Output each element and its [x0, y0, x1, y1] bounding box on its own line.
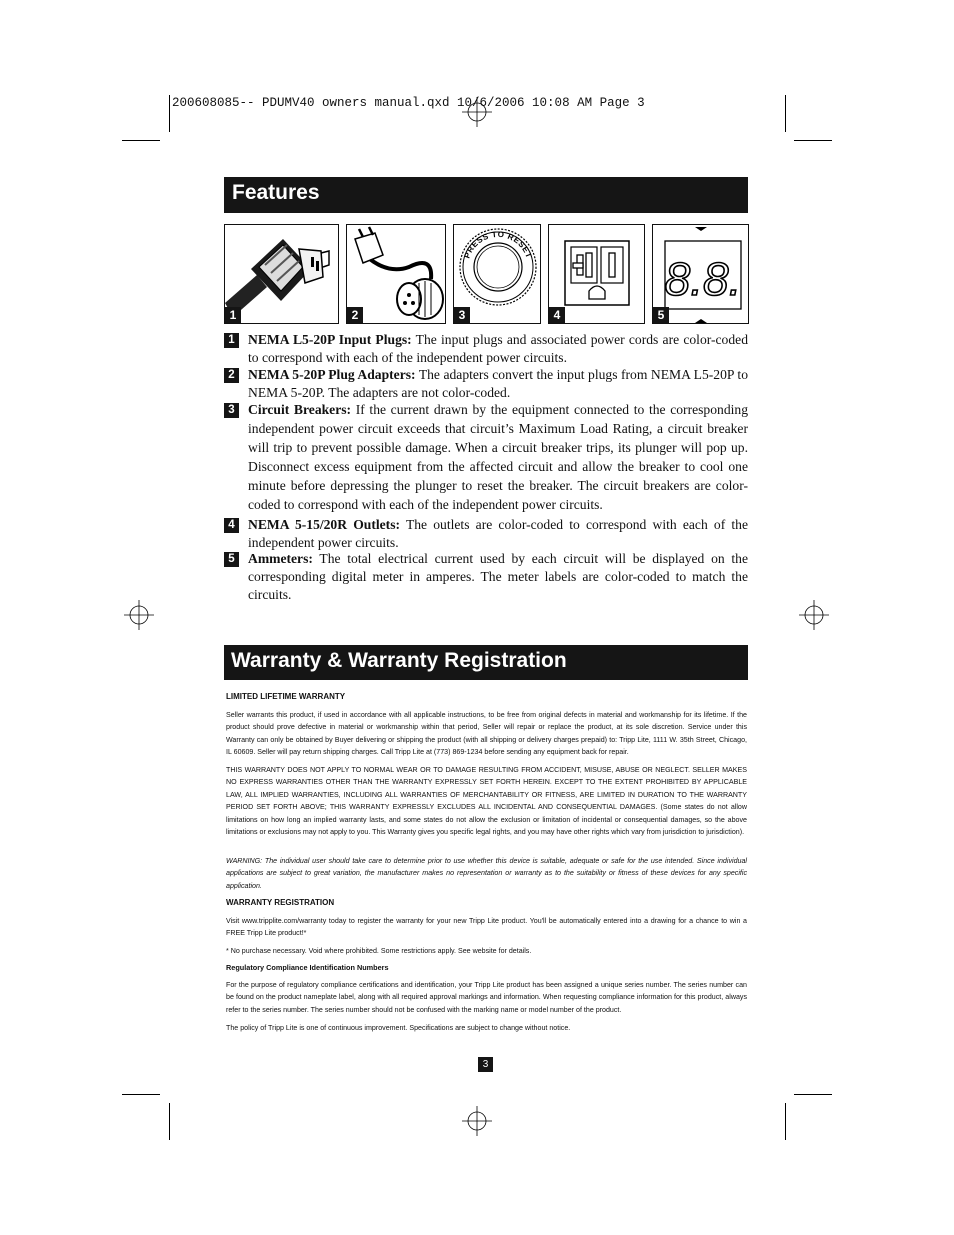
features-heading: Features: [224, 177, 748, 213]
crop-mark: [794, 1094, 832, 1095]
thumb-outlet: [548, 224, 645, 324]
feature-number: 3: [224, 403, 239, 418]
feature-item-plug-adapters: [224, 366, 748, 402]
warning-paragraph: WARNING: The individual user should take care to determine prior to use whether this device is suitable, adequate or safe for the use intended. Since individual applications are subject to great variation, the manufacturer makes no representation or warranty as to the suitability or fitness of these devices for any specific application.: [226, 857, 747, 890]
thumb-ammeter: [652, 224, 749, 324]
thumb-number: 4: [549, 307, 565, 323]
thumb-number: 5: [653, 307, 669, 323]
file-slug: 200608085-- PDUMV40 owners manual.qxd 10/6/2006 10:08 AM Page 3: [172, 96, 645, 110]
crop-mark: [794, 140, 832, 141]
feature-name: Ammeters:: [248, 551, 313, 566]
warranty-heading: Warranty & Warranty Registration: [224, 645, 748, 680]
feature-name: NEMA L5-20P Input Plugs:: [248, 332, 412, 347]
page-number: 3: [478, 1057, 493, 1072]
crop-mark: [169, 95, 170, 132]
warranty-paragraph: Seller warrants this product, if used in accordance with all applicable instructions, to be free from original defects in material and workmanship for its lifetime. If the product should prove defective in material or workmanship within that period, Seller will repair or replace the product, at its sole discretion. Service under this Warranty can only be obtained by Buyer delivering or shipping the product (with all shipping or delivery charges prepaid) to: Tripp Lite, 1111 W. 35th Street, Chicago, IL 60609. Seller will pay return shipping charges. Call Tripp Lite at (773) 869-1234 before sending any equipment back for repair.: [226, 711, 747, 757]
feature-number: 2: [224, 368, 239, 383]
feature-item-ammeters: [224, 550, 748, 603]
reset-label: PRESS TO RESET: [462, 229, 534, 260]
registration-mark-top: [462, 97, 492, 127]
registration-footnote: * No purchase necessary. Void where prohibited. Some restrictions apply. See website for details.: [226, 947, 532, 955]
registration-paragraph: Visit www.tripplite.com/warranty today to register the warranty for your new Tripp Lite product. You'll be automatically entered into a drawing for a chance to win a FREE Tripp Lite product!*: [226, 917, 747, 938]
compliance-heading: Regulatory Compliance Identification Numbers: [226, 963, 389, 972]
thumb-number: 1: [225, 307, 241, 323]
feature-name: Circuit Breakers:: [248, 402, 352, 417]
crop-mark: [122, 1094, 160, 1095]
input-plug-icon: [225, 225, 339, 324]
meter-digits: 8.8.: [664, 253, 742, 305]
crop-mark: [122, 140, 160, 141]
feature-item-outlets: [224, 516, 748, 552]
thumb-circuit-breaker: [453, 224, 541, 324]
feature-item-circuit-breakers: [224, 401, 748, 514]
crop-mark: [785, 95, 786, 132]
feature-number: 5: [224, 552, 239, 567]
crop-mark: [169, 1103, 170, 1140]
feature-number: 4: [224, 518, 239, 533]
feature-text: The outlets are color-coded to correspond with each of the independent power circuits.: [248, 517, 748, 550]
compliance-paragraph: For the purpose of regulatory compliance certifications and identification, your Tripp Lite product has been assigned a unique series number. The series number can be found on the product nameplate label, along with all required approval markings and information. When requesting compliance information for this product, always refer to the series number. The series number should not be confused with the marking name or model number of the product.: [226, 981, 747, 1014]
feature-text: The input plugs and associated power cords are color-coded to correspond with each of the independent power circuits.: [248, 332, 748, 365]
feature-text: The total electrical current used by each circuit will be displayed on the corresponding digital meter in amperes. The meter labels are color-coded to match the circuits.: [248, 551, 748, 602]
warranty-exclusions-paragraph: THIS WARRANTY DOES NOT APPLY TO NORMAL WEAR OR TO DAMAGE RESULTING FROM ACCIDENT, MISUSE, ABUSE OR NEGLECT. SELLER MAKES NO EXPRESS WARRANTIES OTHER THAN THE WARRANTY EXPRESSLY SET FORTH HEREIN. EXCEPT TO THE EXTENT PROHIBITED BY APPLICABLE LAW, ALL IMPLIED WARRANTIES, INCLUDING ALL WARRANTIES OF MERCHANTABILITY OR FITNESS, ARE LIMITED IN DURATION TO THE WARRANTY PERIOD SET FORTH ABOVE; THIS WARRANTY EXPRESSLY EXCLUDES ALL INCIDENTAL AND CONSEQUENTIAL DAMAGES. (Some states do not allow limitations on how long an implied warranty lasts, and some states do not allow the exclusion or limitation of incidental or consequential damages, so the above limitations or exclusions may not apply to you. This Warranty gives you specific legal rights, and you may have other rights which vary from jurisdiction to jurisdiction).: [226, 766, 747, 837]
feature-item-input-plugs: [224, 331, 748, 367]
thumb-plug-adapter: [346, 224, 446, 324]
feature-number: 1: [224, 333, 239, 348]
feature-text: If the current drawn by the equipment connected to the corresponding independent power circuit exceeds that circuit’s Maximum Load Rating, a circuit breaker will trip to prevent possible damage. When a circuit breaker trips, its plunger will pop up. Disconnect excess equipment from the affected circuit and allow the breaker to cool one minute before depressing the plunger to reset the breaker. The circuit breakers are color-coded to correspond with each of the independent power circuits.: [248, 402, 748, 512]
thumb-number: 3: [454, 307, 470, 323]
registration-mark-right: [799, 600, 829, 630]
crop-mark: [785, 1103, 786, 1140]
registration-heading: WARRANTY REGISTRATION: [226, 898, 335, 907]
feature-name: NEMA 5-20P Plug Adapters:: [248, 367, 416, 382]
thumb-input-plug: [224, 224, 339, 324]
thumb-number: 2: [347, 307, 363, 323]
registration-mark-bottom: [462, 1106, 492, 1136]
feature-name: NEMA 5-15/20R Outlets:: [248, 517, 401, 532]
limited-warranty-heading: LIMITED LIFETIME WARRANTY: [226, 692, 346, 701]
registration-mark-left: [124, 600, 154, 630]
feature-text: The adapters convert the input plugs from NEMA L5-20P to NEMA 5-20P. The adapters are not color-coded.: [248, 367, 749, 400]
policy-paragraph: The policy of Tripp Lite is one of continuous improvement. Specifications are subject to change without notice.: [226, 1024, 571, 1032]
